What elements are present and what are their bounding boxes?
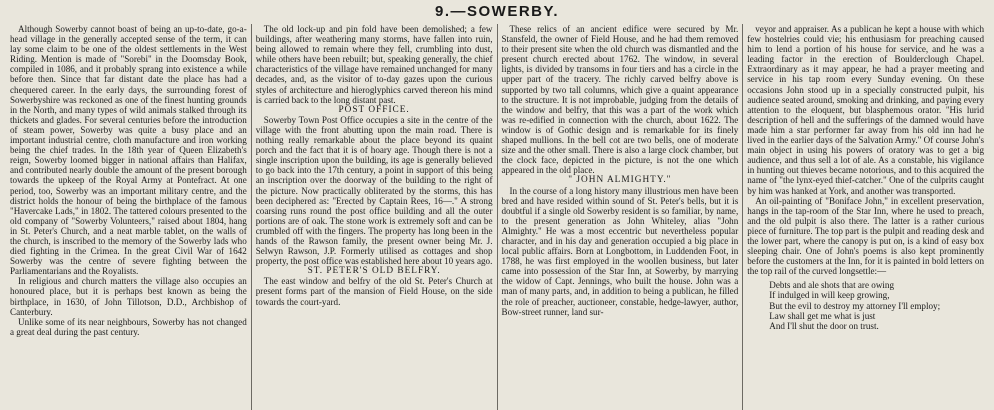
- section-heading-post-office: POST OFFICE.: [338, 104, 410, 115]
- paragraph: In the course of a long history many illustrious men have been bred and have resided within sound of St. Peter's bells, but it is doubtful if a single old Sowerby resident is so familiar, by name, to the present generation as John Whiteley, alias "John Almighty." He was a most eccentric but nevertheless popular character, and in his day and generation occupied a big place in local public affairs. Born at Longbottom, in Luddenden Foot, in 1788, he was first employed in the woollen business, but later came into possession of the Star Inn, at Sowerby, by marrying the widow of Capt. Jennings, who built the house. John was a man of many parts, and, in addition to being a publican, he filled the role of preacher, auctioneer, constable, hedge-lawyer, author, Bow-street runner, land sur-: [501, 185, 739, 317]
- column-2: [252, 24, 498, 410]
- paragraph: These relics of an ancient edifice were secured by Mr. Stansfeld, the owner of Field House, and he had them removed to their present site when the old church was dismantled and the present church erected about 1762. The window, in several lights, is divided by transoms in four tiers and has a circle in the upper part of the tracery. The richly carved belfry above is supported by two tall columns, which give a quaint appearance to the structure. It is not improbable, judging from the details of the window and belfry, that this was a part of the work which was re-edified in connection with the church, about 1622. The window is of Gothic design and is remarkable for its finely shaped mullions. In the bell cot are two bells, one of moderate size and the other small. There is also a large clock chamber, but the clock face, depicted in the picture, is not the one which appeared in the old place.: [501, 24, 739, 176]
- verse-line: Law shall get me what is just: [769, 310, 876, 321]
- section-heading-john-almighty: " JOHN ALMIGHTY.": [568, 175, 672, 186]
- paragraph: The east window and belfry of the old St. Peter's Church at present forms part of the mansion of Field House, on the side towards the court-yard.: [255, 276, 493, 307]
- paragraph: Unlike some of its near neighbours, Sowerby has not changed a great deal during the past century.: [10, 316, 247, 337]
- paragraph: Sowerby Town Post Office occupies a site in the centre of the village with the front abutting upon the main road. There is nothing really remarkable about the place beyond its quaint porch and the fact that it is of hoary age. Though there is not a single inscription upon the building, its age is generally believed to go back into the 17th century, a point in support of this being an inscription over the doorway of the building to the right of the picture. Now practically obliterated by the storms, this has been deciphered as: "Erected by Captain Rees, 16—." A strong coarsing runs round the post office building and all the outer portions are of oak. The stone work is extremely soft and can be crumbled off with the fingers. The property has long been in the hands of the Rawson family, the present owner being Mr. J. Selwyn Rawson, J.P. Formerly utilised as cottages and shop property, the post office was established here about 10 years ago.: [255, 114, 493, 267]
- section-heading-belfry: ST. PETER'S OLD BELFRY.: [307, 266, 441, 277]
- paragraph: The old lock-up and pin fold have been demolished; a few buildings, after weathering many storms, have fallen into ruin, being allowed to remain where they fell, crumbling into dust, while others have been rebuilt; but, speaking generally, the chief characteristics of the village have remained unchanged for many decades, and, as the visitor of to-day gazes upon the curious styles of architecture and hieroglyphics carved thereon his mind is carried back to the long distant past.: [255, 24, 493, 105]
- paragraph: An oil-painting of "Boniface John," in excellent preservation, hangs in the tap-room of the Star Inn, where he used to preach, and the old pulpit is also there. The latter is a rather curious piece of furniture. The top part is the pulpit and reading desk and the lower part, where the canopy is put on, is a kind of easy box sleeping chair. One of John's poems is also kept prominently before the customers at the Inn, for it is painted in bold letters on the top rail of the curved longsettle:—: [747, 195, 984, 277]
- article-columns: [6, 24, 988, 410]
- article-headline: 9.—SOWERBY.: [434, 3, 560, 20]
- column-3: [498, 24, 744, 410]
- verse-line: But the evil to destroy my attorney I'll employ;: [769, 300, 941, 311]
- paragraph: In religious and church matters the village also occupies an honoured place, but it is perhaps best known as being the birthplace, in 1630, of John Tillotson, D.D., Archbishop of Canterbury.: [10, 276, 247, 317]
- verse-line: And I'll shut the door on trust.: [769, 320, 879, 331]
- column-4: [743, 24, 988, 410]
- paragraph: Although Sowerby cannot boast of being an up-to-date, go-a-head village in the generally accepted sense of the term, it can lay some claim to be one of the oldest settlements in the West Riding. Mention is made of "Sorebi" in the Doomsday Book, compiled in 1086, and it probably sprang into existence a while before then. Since that far distant date the place has had a chequered career. In the early days, the surrounding forest of Sowerbyshire was reckoned as one of the finest hunting grounds in the North, and many types of wild animals stalked through its thickets and glades. For several centuries before the introduction of steam power, Sowerby was quite a busy place and an important industrial centre, cloth manufacture and iron working being the chief trades. In the 18th year of Queen Elizabeth's reign, Sowerby loomed bigger in national affairs than Halifax, and contributed nearly double the amount of the present borough towards the upkeep of the Royal Army at Pontefract. At one period, too, Sowerby was an important military centre, and the district holds the honour of being the birthplace of the famous "Havercake Lads," in 1802. The tattered colours presented to the old company of "Sowerby Volunteers," raised about 1804, hang in St. Peter's Church, and a neat marble tablet, on the walls of the church, is inscribed to the memory of the Sowerby lads who died fighting in the Crimea. In the great Civil War of 1642 Sowerby was the centre of severe fighting between the Parliamentarians and the Royalists.: [10, 24, 247, 277]
- verse-line: If indulged in will keep growing,: [769, 290, 890, 301]
- verse: [747, 280, 984, 330]
- paragraph: veyor and appraiser. As a publican he kept a house with which few hostelries could vie; his enthusiasm for preaching caused him to lend a portion of his house for service, and he was a leading factor in the erection of Boulderclough Chapel. Extraordinary as it may appear, he had a prayer meeting and service in his tap room every Sunday evening. On these occasions John stood up in a specially constructed pulpit, his audience seated around, smoking and drinking, and paying every attention to the eloquent, but blasphemous orator. "His lurid description of hell and the sufferings of the damned would have made him a star performer far away from his old inn had he lived in the earlier days of the Salvation Army." Of course John's main object in using his powers of oratory was to get a big audience, and thus sell a lot of ale. As a constable, his vigilance in hunting out thieves became notorious, and to this acquired the name of "the lynx-eyed thief-catcher." One of the culprits caught by him was hanked at York, and another was transported.: [747, 24, 984, 196]
- verse-line: Debts and ale shots that are owing: [769, 280, 895, 291]
- column-1: [6, 24, 252, 410]
